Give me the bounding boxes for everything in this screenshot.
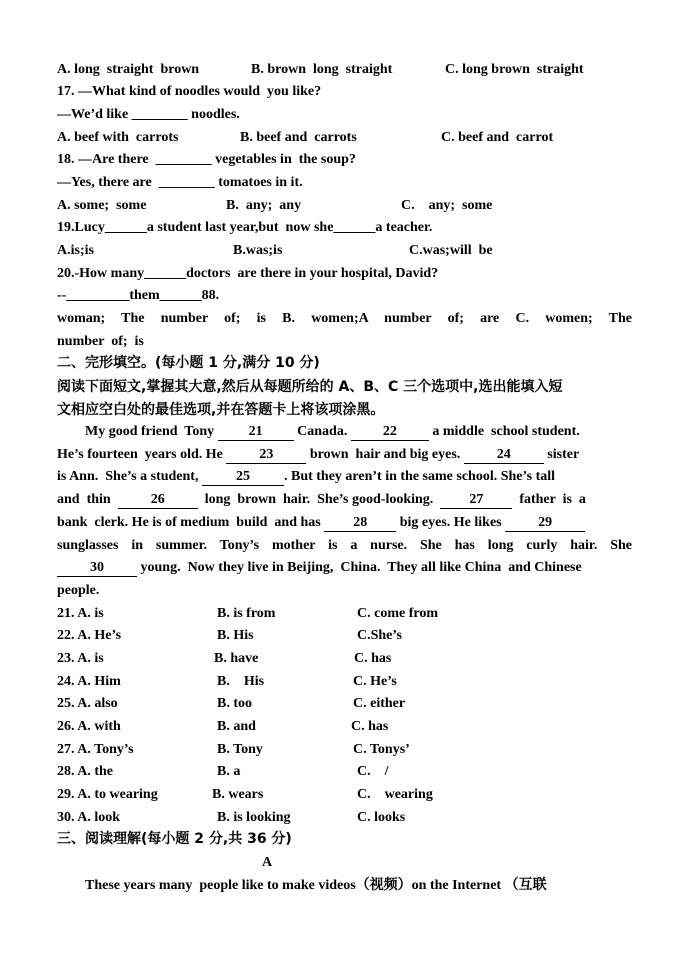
passage-text: a middle school student. bbox=[428, 424, 580, 439]
blank-24: 24 bbox=[464, 446, 544, 464]
q19-stem: 19.Lucy______a student last year,but now she______a teacher. bbox=[57, 220, 433, 235]
option-row-24 bbox=[57, 671, 632, 693]
passage-line-1 bbox=[85, 421, 632, 443]
option-row-23 bbox=[57, 648, 632, 670]
passage-text: brown hair and big eyes. bbox=[306, 447, 464, 462]
blank-29: 29 bbox=[505, 514, 585, 532]
q16-options bbox=[57, 59, 632, 81]
passage-text: My good friend Tony bbox=[85, 424, 218, 439]
option-row-22 bbox=[57, 625, 632, 647]
option-c: C. He’s bbox=[353, 674, 397, 689]
option-b: B. His bbox=[217, 628, 254, 643]
option-row-26 bbox=[57, 716, 632, 738]
passage-text: and thin bbox=[57, 492, 118, 507]
option-c: C. either bbox=[353, 696, 406, 711]
blank-23: 23 bbox=[226, 446, 306, 464]
passage-line-3 bbox=[57, 466, 632, 488]
passage-line-5 bbox=[57, 512, 632, 534]
option-b: B. is from bbox=[217, 606, 276, 621]
passage-text: Canada. bbox=[293, 424, 351, 439]
option-c: C. / bbox=[357, 764, 389, 779]
q17-option-b: B. beef and carrots bbox=[240, 130, 357, 145]
passage-text: father is a bbox=[512, 492, 586, 507]
q19-option-b: B.was;is bbox=[233, 243, 283, 258]
q18-options bbox=[57, 195, 632, 217]
passage-line-4 bbox=[57, 489, 632, 511]
q18-option-b: B. any; any bbox=[226, 198, 302, 213]
option-c: C. come from bbox=[357, 606, 438, 621]
option-b: B. have bbox=[214, 651, 259, 666]
section2-heading: 二、完形填空。(每小题 1 分,满分 10 分) bbox=[57, 355, 320, 371]
q20-stem: 20.-How many______doctors are there in your hospital, David? bbox=[57, 266, 439, 281]
option-b: B. is looking bbox=[217, 810, 291, 825]
option-b: B. His bbox=[217, 674, 265, 689]
passage-text: He’s fourteen years old. He bbox=[57, 447, 227, 462]
q18-option-c: C. any; some bbox=[401, 198, 493, 213]
option-a: 30. A. look bbox=[57, 810, 121, 825]
passage-text: sister bbox=[543, 447, 580, 462]
option-c: C. has bbox=[351, 719, 389, 734]
option-row-29 bbox=[57, 784, 632, 806]
q16-option-a: A. long straight brown bbox=[57, 62, 200, 77]
option-c: C. Tonys’ bbox=[353, 742, 410, 757]
option-a: 22. A. He’s bbox=[57, 628, 122, 643]
q18-option-a: A. some; some bbox=[57, 198, 147, 213]
blank-27: 27 bbox=[440, 491, 512, 509]
option-row-30 bbox=[57, 807, 632, 829]
passage-line-2 bbox=[57, 444, 632, 466]
section2-instruction-line2: 文相应空白处的最佳选项,并在答题卡上将该项涂黑。 bbox=[57, 402, 385, 418]
q19-options bbox=[57, 240, 632, 262]
option-a: 21. A. is bbox=[57, 606, 104, 621]
passage-line-7 bbox=[57, 557, 632, 579]
q17-stem: 17. —What kind of noodles would you like? bbox=[57, 84, 322, 99]
option-c: C. has bbox=[354, 651, 392, 666]
passage-line-6: sunglasses in summer. Tony’s mother is a nurse. She has long curly hair. She bbox=[57, 538, 632, 553]
section2-instruction-line1: 阅读下面短文,掌握其大意,然后从每题所给的 A、B、C 三个选项中,选出能填入短 bbox=[57, 379, 563, 395]
blank-21: 21 bbox=[218, 423, 294, 441]
option-a: 27. A. Tony’s bbox=[57, 742, 134, 757]
q20-dialog: --_________them______88. bbox=[57, 288, 220, 303]
option-row-25 bbox=[57, 693, 632, 715]
passage-text: big eyes. He likes bbox=[396, 515, 506, 530]
blank-30: 30 bbox=[57, 559, 137, 577]
q17-options bbox=[57, 127, 632, 149]
q19-option-c: C.was;will be bbox=[409, 243, 493, 258]
passage-text: is Ann. She’s a student, bbox=[57, 469, 202, 484]
option-a: 25. A. also bbox=[57, 696, 118, 711]
option-b: B. too bbox=[217, 696, 252, 711]
passage-text: young. Now they live in Beijing, China. They all like China and Chinese bbox=[137, 560, 582, 575]
option-row-21 bbox=[57, 603, 632, 625]
q20-options-row: woman; The number of; is B. women;A number of; are C. women; The bbox=[57, 311, 632, 326]
option-c: C. looks bbox=[357, 810, 406, 825]
option-a: 29. A. to wearing bbox=[57, 787, 158, 802]
option-c: C.She’s bbox=[357, 628, 402, 643]
option-a: 23. A. is bbox=[57, 651, 104, 666]
option-row-28 bbox=[57, 761, 632, 783]
q17-option-c: C. beef and carrot bbox=[441, 130, 554, 145]
option-a: 26. A. with bbox=[57, 719, 121, 734]
passage-text: bank clerk. He is of medium build and has bbox=[57, 515, 325, 530]
option-c: C. wearing bbox=[357, 787, 433, 802]
passage-line-8: people. bbox=[57, 583, 100, 598]
q17-option-a: A. beef with carrots bbox=[57, 130, 179, 145]
q19-option-a: A.is;is bbox=[57, 243, 94, 258]
passage-text: . But they aren’t in the same school. She’s tall bbox=[283, 469, 556, 484]
option-b: B. Tony bbox=[217, 742, 263, 757]
q18-stem: 18. —Are there ________ vegetables in the soup? bbox=[57, 152, 356, 167]
section3-heading: 三、阅读理解(每小题 2 分,共 36 分) bbox=[57, 831, 292, 847]
option-a: 24. A. Him bbox=[57, 674, 121, 689]
option-b: B. wears bbox=[212, 787, 264, 802]
q17-dialog: —We’d like ________ noodles. bbox=[57, 107, 240, 122]
q16-option-b: B. brown long straight bbox=[251, 62, 393, 77]
blank-28: 28 bbox=[324, 514, 396, 532]
q16-option-c: C. long brown straight bbox=[445, 62, 584, 77]
blank-22: 22 bbox=[351, 423, 429, 441]
section3-passage-line1: These years many people like to make videos（视频）on the Internet （互联 bbox=[85, 878, 547, 893]
blank-26: 26 bbox=[118, 491, 198, 509]
option-a: 28. A. the bbox=[57, 764, 113, 779]
section3-part-label: A bbox=[262, 855, 273, 870]
option-b: B. a bbox=[217, 764, 241, 779]
q20-options-tail: number of; is bbox=[57, 334, 144, 349]
blank-25: 25 bbox=[202, 468, 284, 486]
option-row-27 bbox=[57, 739, 632, 761]
q18-dialog: —Yes, there are ________ tomatoes in it. bbox=[57, 175, 303, 190]
passage-text: long brown hair. She’s good-looking. bbox=[197, 492, 441, 507]
option-b: B. and bbox=[217, 719, 256, 734]
